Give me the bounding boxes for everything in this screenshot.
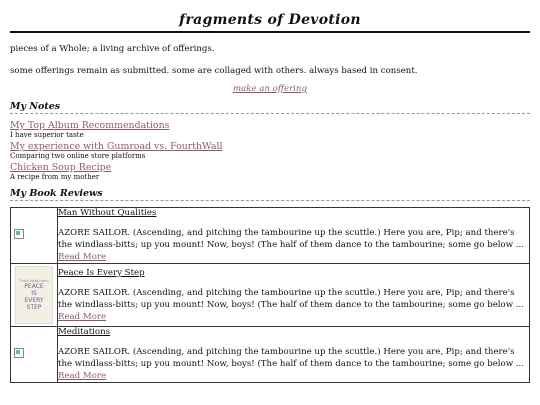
read-more-link[interactable]: Read More: [58, 371, 107, 381]
broken-image-icon: [14, 229, 24, 239]
cover-word: IS: [31, 290, 37, 297]
book-body-cell: [58, 327, 530, 383]
book-reviews-table: [10, 207, 530, 383]
cover-word: EVERY: [24, 297, 44, 304]
read-more-link[interactable]: Read More: [58, 252, 107, 262]
book-title-link[interactable]: Peace Is Every Step: [58, 267, 145, 278]
title-divider: [10, 31, 530, 33]
book-excerpt: [58, 227, 529, 263]
intro-text-2: some offerings remain as submitted. some are collaged with others. always based in consent.: [10, 66, 418, 76]
offer-link-row: [10, 83, 530, 95]
note-description: Comparing two online store platforms: [10, 152, 146, 160]
books-heading: My Book Reviews: [10, 188, 530, 201]
cover-word: STEP: [26, 304, 42, 311]
book-body-cell: [58, 264, 530, 327]
book-image-cell: [11, 208, 58, 264]
book-image-cell: [11, 264, 58, 327]
broken-image-icon: [14, 348, 24, 358]
book-excerpt-text: AZORE SAILOR. (Ascending, and pitching the tambourine up the scuttle.) Here you are, Pip; and there's the windlass-bitts; up you mount! Now, boys! (The half of them dance to the tambourine; some go below ...: [58, 228, 524, 250]
note-description: A recipe from my mother: [10, 173, 100, 181]
book-title-link[interactable]: Meditations: [58, 327, 111, 337]
table-row: [11, 208, 530, 264]
book-cover-image: [15, 266, 53, 324]
book-image-cell: [11, 327, 58, 383]
table-row: [11, 327, 530, 383]
note-link-gumroad[interactable]: My experience with Gumroad vs. FourthWall: [10, 141, 223, 152]
book-excerpt: [58, 346, 529, 382]
book-title-link[interactable]: Man Without Qualities: [58, 208, 157, 218]
read-more-link[interactable]: Read More: [58, 311, 107, 322]
cover-word: PEACE: [24, 283, 44, 290]
note-link-albums[interactable]: My Top Album Recommendations: [10, 120, 170, 131]
note-description: I have superior taste: [10, 131, 84, 139]
table-row: [11, 264, 530, 327]
cover-author: Thich Nhat Hanh: [19, 279, 49, 283]
book-excerpt-text: AZORE SAILOR. (Ascending, and pitching the tambourine up the scuttle.) Here you are, Pip; and there's the windlass-bitts; up you mount! Now, boys! (The half of them dance to the tambourine; some go below ...: [58, 347, 524, 369]
page: [10, 0, 530, 383]
notes-list: [10, 120, 530, 182]
note-link-soup[interactable]: Chicken Soup Recipe: [10, 162, 112, 173]
book-excerpt-text: AZORE SAILOR. (Ascending, and pitching the tambourine up the scuttle.) Here you are, Pip; and there's the windlass-bitts; up you mount! Now, boys! (The half of them dance to the tambourine; some go below ...: [58, 287, 524, 310]
make-offering-link[interactable]: make an offering: [233, 84, 307, 94]
intro-text: pieces of a Whole; a living archive of offerings.: [10, 44, 215, 54]
notes-heading: My Notes: [10, 101, 530, 114]
book-body-cell: [58, 208, 530, 264]
site-title: fragments of Devotion: [179, 12, 361, 28]
book-excerpt: [58, 287, 529, 323]
